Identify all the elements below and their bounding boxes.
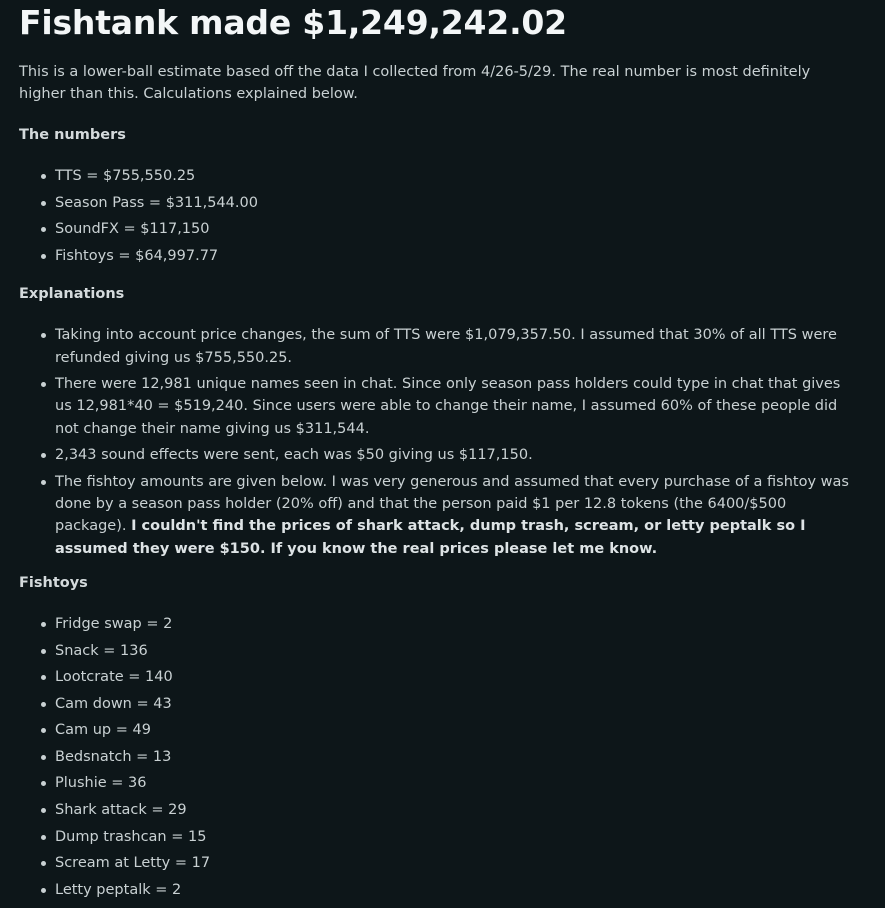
list-item: Lootcrate = 140 [55,666,855,693]
list-item: SoundFX = $117,150 [55,218,855,245]
list-item: Bedsnatch = 13 [55,746,855,773]
list-item: Cam down = 43 [55,693,855,720]
page-title: Fishtank made $1,249,242.02 [19,3,567,42]
fishtoys-heading: Fishtoys [19,574,88,591]
explanation-text: 2,343 sound effects were sent, each was $50 giving us $117,150. [55,447,533,464]
list-item: Cam up = 49 [55,719,855,746]
list-item: Shark attack = 29 [55,799,855,826]
list-item: Snack = 136 [55,640,855,667]
list-item [55,444,855,466]
list-item: Fishtoys = $64,997.77 [55,245,855,272]
explanation-text: Taking into account price changes, the sum of TTS were $1,079,357.50. I assumed that 30% of all TTS were refunded giving us $755,550.25. [55,327,837,366]
explanation-text: The fishtoy amounts are given below. I was very generous and assumed that every purchase of a fishtoy was done by a season pass holder (20% off) and that the person paid $1 per 12.8 tokens (the 6400/$500 package). [55,473,849,535]
explanations-heading: Explanations [19,286,125,303]
list-item: Letty peptalk = 2 [55,879,855,906]
list-item: Scream at Letty = 17 [55,852,855,879]
list-item: Fridge swap = 2 [55,613,855,640]
intro-paragraph: This is a lower-ball estimate based off the data I collected from 4/26-5/29. The real number is most definitely higher than this. Calculations explained below. [19,64,811,102]
list-item: Plushie = 36 [55,772,855,799]
numbers-heading: The numbers [19,127,126,143]
list-item [55,324,855,369]
explanations-list [19,324,855,560]
numbers-list [19,165,855,271]
fishtoys-list [19,613,855,906]
list-item: TTS = $755,550.25 [55,165,855,192]
explanation-bold-text: I couldn't find the prices of shark attack, dump trash, scream, or letty peptalk so I assumed they were $150. If you know the real prices please let me know. [55,518,806,557]
explanation-text: There were 12,981 unique names seen in chat. Since only season pass holders could type in chat that gives us 12,981*40 = $519,240. Since users were able to change their name, I assumed 60% of these people did not change their name giving us $311,544. [55,376,841,437]
list-item: Dump trashcan = 15 [55,826,855,853]
list-item: Season Pass = $311,544.00 [55,192,855,219]
list-item [55,471,855,560]
list-item [55,373,855,440]
